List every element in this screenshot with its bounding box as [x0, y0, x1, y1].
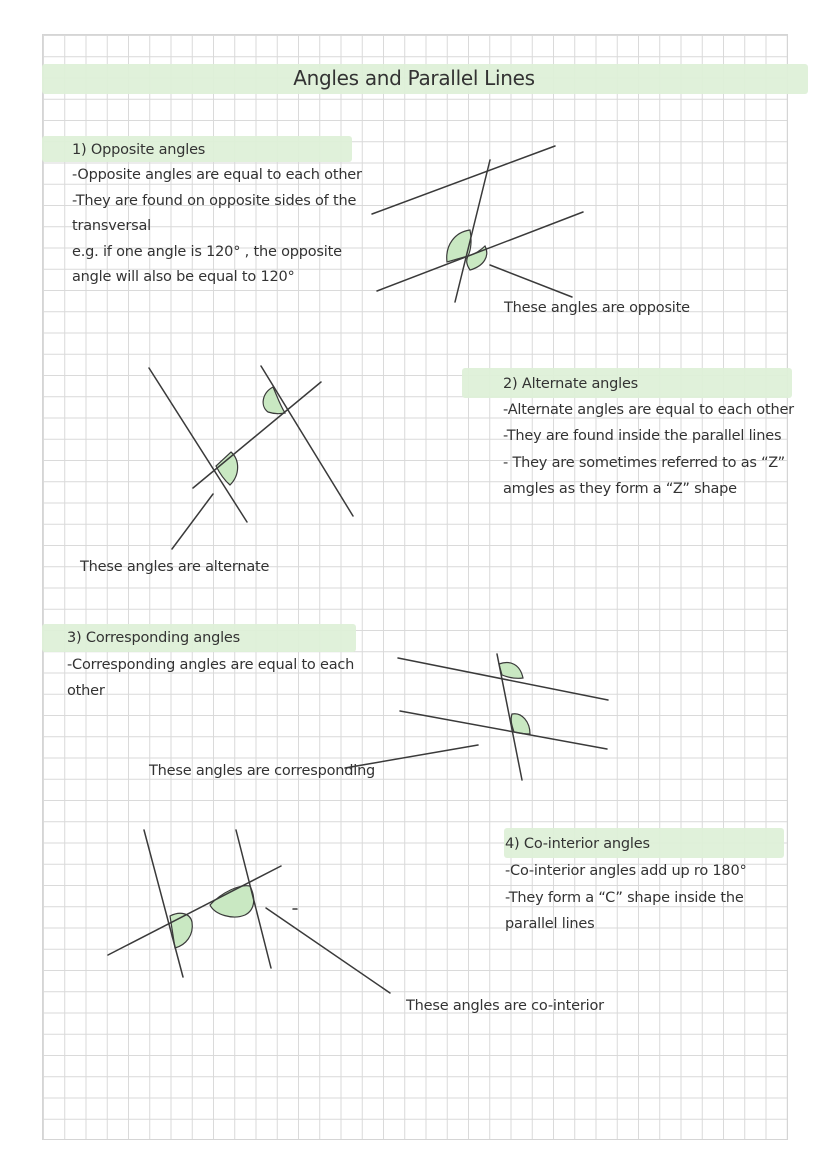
section-2-caption: These angles are alternate	[80, 559, 270, 575]
section-2-heading: 2) Alternate angles	[503, 376, 639, 392]
section-3-line: -Corresponding angles are equal to each	[67, 657, 355, 673]
co-interior-angle-right	[210, 886, 254, 917]
parallel-line-bottom	[377, 212, 583, 291]
transversal-line	[193, 382, 321, 488]
pointer-line	[345, 745, 478, 768]
pointer-line	[172, 494, 213, 549]
section-1-line: e.g. if one angle is 120° , the opposite	[72, 244, 342, 260]
section-1-line: angle will also be equal to 120°	[72, 269, 295, 285]
section-4-line: parallel lines	[505, 916, 595, 932]
opposite-angles-diagram	[372, 146, 583, 302]
section-3-heading: 3) Corresponding angles	[67, 630, 240, 646]
parallel-line-right	[261, 366, 353, 516]
section-2-line: -They are found inside the parallel lines	[503, 428, 782, 444]
corresponding-angles-diagram	[345, 654, 608, 780]
corresponding-angle-lower	[511, 714, 530, 734]
section-1-line: -Opposite angles are equal to each other	[72, 167, 362, 183]
section-4-caption: These angles are co-interior	[406, 998, 604, 1014]
alternate-angle-lower	[216, 452, 238, 485]
section-2-line: - They are sometimes referred to as “Z”	[503, 455, 785, 471]
section-1-caption: These angles are opposite	[504, 300, 690, 316]
section-2-line: amgles as they form a “Z” shape	[503, 481, 737, 497]
transversal-line	[108, 866, 281, 955]
section-1-line: -They are found on opposite sides of the	[72, 193, 357, 209]
section-3-caption: These angles are corresponding	[149, 763, 376, 779]
section-1-line: transversal	[72, 218, 152, 234]
section-3-line: other	[67, 683, 105, 699]
parallel-line-top	[372, 146, 555, 214]
corresponding-angle-upper	[499, 663, 523, 679]
parallel-line-bottom	[400, 711, 607, 749]
pointer-line	[266, 908, 390, 993]
section-2-line: -Alternate angles are equal to each other	[503, 402, 794, 418]
section-4-line: -Co-interior angles add up ro 180°	[505, 863, 747, 879]
page-title: Angles and Parallel Lines	[293, 66, 535, 90]
parallel-line-left	[144, 830, 183, 977]
pointer-line	[490, 265, 572, 297]
section-4-heading: 4) Co-interior angles	[505, 836, 650, 852]
section-4-line: -They form a “C” shape inside the	[505, 890, 744, 906]
section-1-heading: 1) Opposite angles	[72, 142, 206, 158]
alternate-angles-diagram	[149, 366, 353, 549]
co-interior-angles-diagram	[108, 830, 390, 993]
parallel-line-left	[149, 368, 247, 522]
